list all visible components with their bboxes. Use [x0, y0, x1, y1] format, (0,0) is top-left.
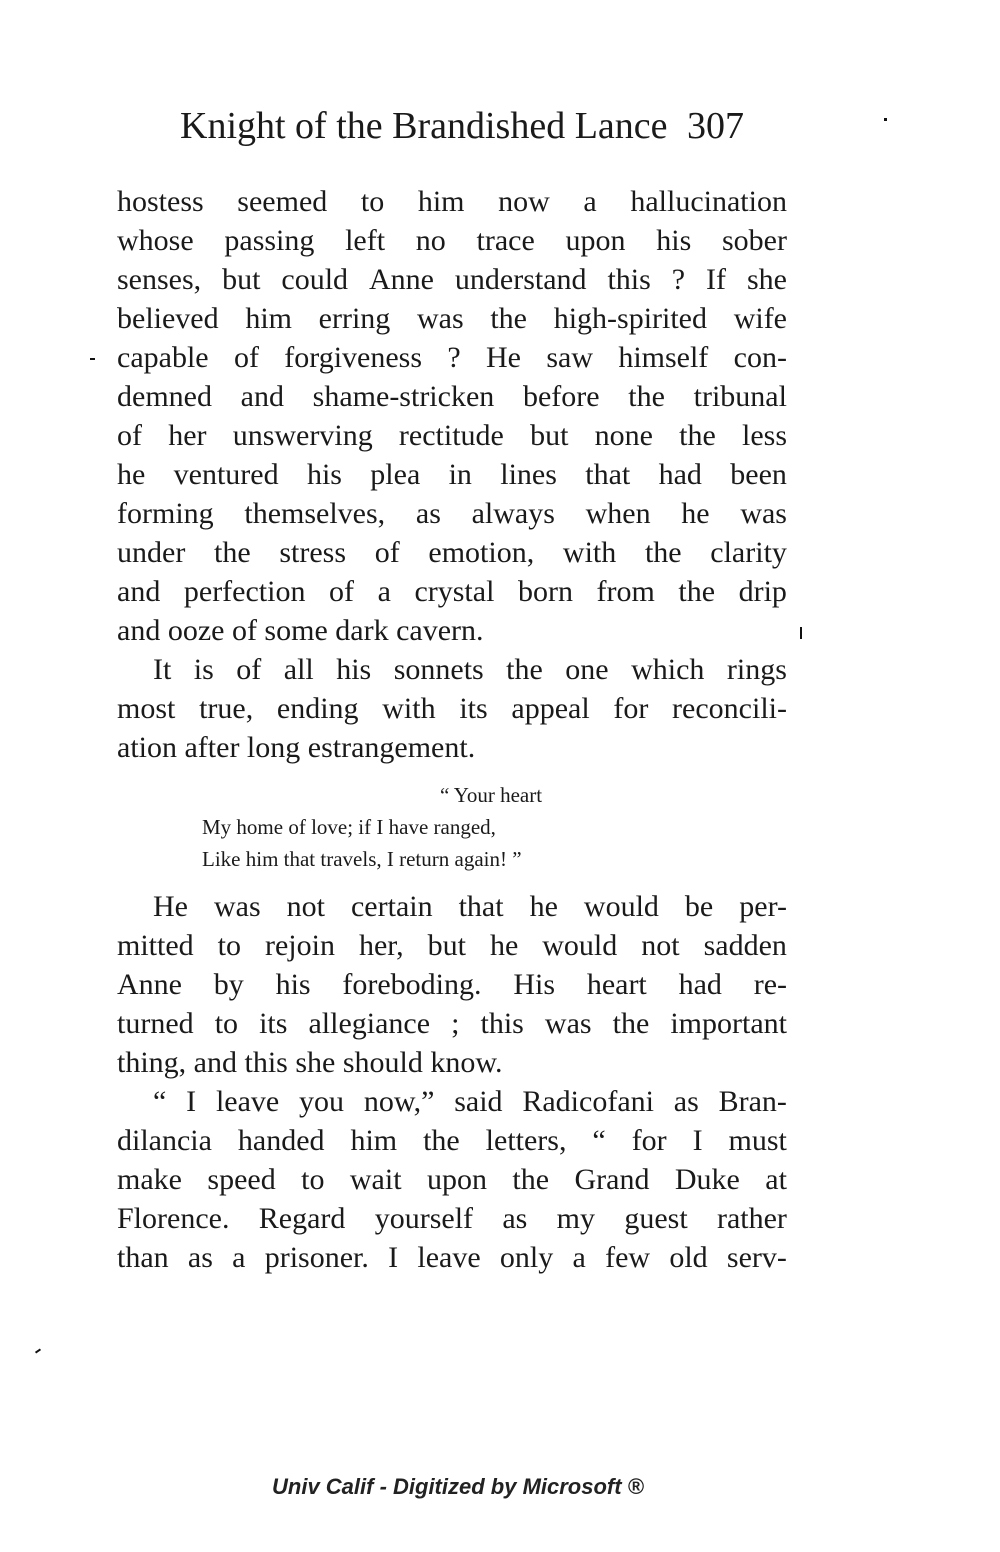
- text-line: capable of forgiveness ? He saw himself con-: [117, 341, 787, 374]
- text-line: and perfection of a crystal born from the drip: [117, 575, 787, 608]
- text-line: hostess seemed to him now a hallucination: [117, 185, 787, 218]
- text-line: turned to its allegiance ; this was the important: [117, 1007, 787, 1040]
- paragraph-4: [117, 1082, 787, 1277]
- paragraph-1: [117, 182, 787, 650]
- text-line: whose passing left no trace upon his sober: [117, 224, 787, 257]
- paragraph-3: [117, 887, 787, 1082]
- scan-speck: [35, 1348, 41, 1353]
- text-line: Anne by his foreboding. His heart had re-: [117, 968, 787, 1001]
- text-line: make speed to wait upon the Grand Duke at: [117, 1163, 787, 1196]
- digitization-watermark: Univ Calif - Digitized by Microsoft ®: [272, 1474, 644, 1499]
- text-line: dilancia handed him the letters, “ for I must: [117, 1124, 787, 1157]
- verse-line: “ Your heart: [440, 783, 543, 807]
- text-line: “ I leave you now,” said Radicofani as Bran-: [153, 1085, 787, 1118]
- text-line: than as a prisoner. I leave only a few old serv-: [117, 1241, 787, 1274]
- text-line: under the stress of emotion, with the clarity: [117, 536, 787, 569]
- text-line: thing, and this she should know.: [117, 1046, 503, 1079]
- text-line: forming themselves, as always when he was: [117, 497, 787, 530]
- text-line: senses, but could Anne understand this ? If she: [117, 263, 787, 296]
- paragraph-2: [117, 650, 787, 767]
- text-line: mitted to rejoin her, but he would not sadden: [117, 929, 787, 962]
- running-title: Knight of the Brandished Lance: [180, 105, 668, 147]
- text-line: he ventured his plea in lines that had been: [117, 458, 787, 491]
- verse-line: My home of love; if I have ranged,: [202, 815, 496, 839]
- text-line: ation after long estrangement.: [117, 731, 476, 764]
- scan-speck: [800, 627, 802, 639]
- verse-line: Like him that travels, I return again! ”: [202, 847, 522, 871]
- text-line: Florence. Regard yourself as my guest rather: [117, 1202, 787, 1235]
- scan-speck: [884, 118, 887, 121]
- page-number: 307: [687, 105, 745, 147]
- scan-speck: [90, 358, 95, 360]
- text-line: of her unswerving rectitude but none the less: [117, 419, 787, 452]
- text-line: believed him erring was the high-spirited wife: [117, 302, 787, 335]
- running-header: [180, 104, 744, 148]
- text-line: and ooze of some dark cavern.: [117, 614, 484, 647]
- text-line: demned and shame-stricken before the tribunal: [117, 380, 787, 413]
- text-line: most true, ending with its appeal for reconcili-: [117, 692, 787, 725]
- text-line: He was not certain that he would be per-: [153, 890, 787, 923]
- text-line: It is of all his sonnets the one which rings: [153, 653, 787, 686]
